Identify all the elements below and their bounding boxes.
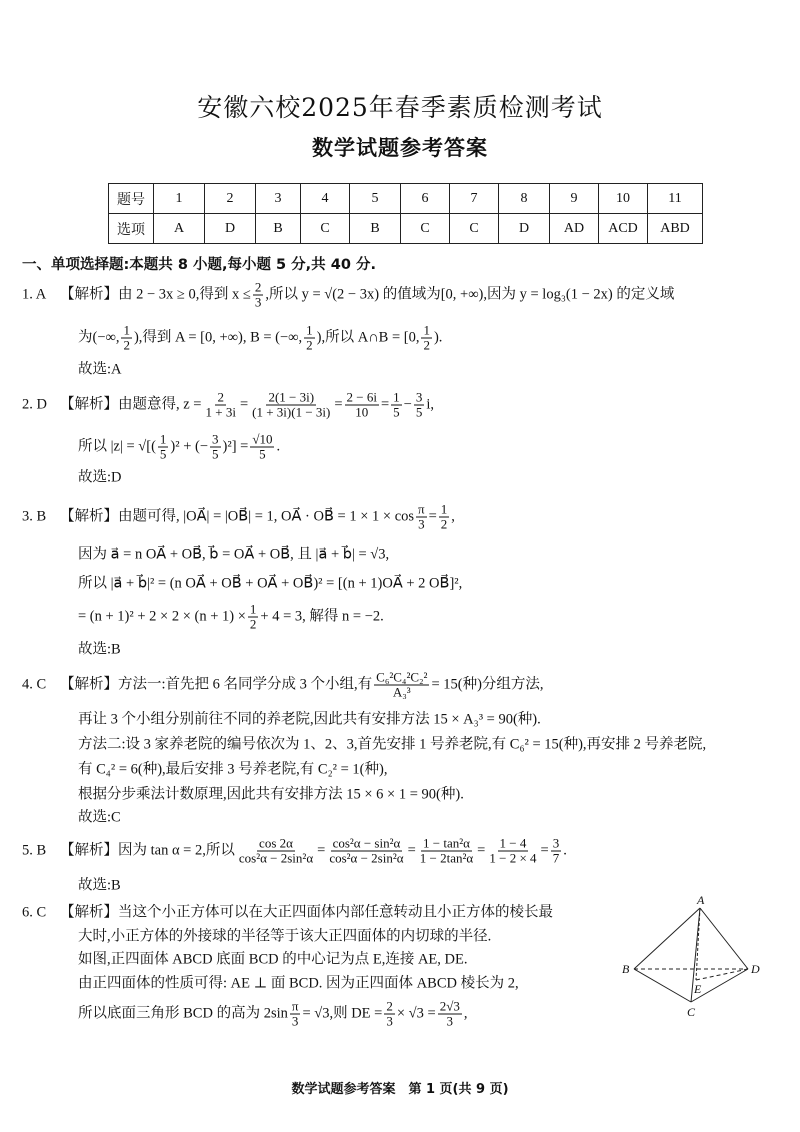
solution-line [78,547,389,564]
solution-line [78,737,706,754]
question-number-cell: 5 [350,184,401,214]
text-run: , [463,1005,468,1022]
solution-line [22,905,553,922]
question-number-cell: 4 [301,184,350,214]
answer-cell: C [450,214,499,244]
solution-line [22,671,544,700]
text-run: ,所以 y = √(2 − 3x) 的值域为[0, +∞),因为 y = log₃(1 − 2x) 的定义域 [265,286,675,303]
question-number-cell: 2 [205,184,256,214]
question-answer-label: 6. C [22,904,47,921]
fraction [327,837,405,866]
text-run: 故选:B [78,641,121,658]
denominator: 5 [393,404,400,420]
solution-line [78,952,468,969]
label-E: E [694,982,702,996]
denominator: 1 − 2tan²α [419,850,474,866]
answer-cell: ABD [648,214,703,244]
fraction [416,503,427,532]
answer-cell: ACD [599,214,648,244]
edge-AD [700,908,748,969]
solution-line [78,642,121,659]
edge-BC [634,969,691,1002]
text-run: 故选:A [78,361,122,378]
text-run: = 15(种)分组方法, [431,676,544,693]
answer-cell: B [256,214,301,244]
denominator: 1 + 3i [205,404,236,420]
text-run: = [317,842,326,859]
answer-cell: D [205,214,256,244]
text-run: 【解析】由题可得, |OA⃗| = |OB⃗| = 1, OA⃗ · OB⃗ = 1 × 1 × cos [60,508,415,525]
numerator: 3 [552,835,560,851]
question-number-cell: 6 [401,184,450,214]
solution-line [78,362,122,379]
denominator: 5 [159,446,167,462]
fraction [253,281,264,310]
text-run: 因为 a⃗ = n OA⃗ + OB⃗, b⃗ = OA⃗ + OB⃗, 且 |a⃗ + b⃗| = √3, [78,546,390,563]
fraction [250,433,274,462]
numerator: 1 − tan²α [423,835,470,851]
text-run: , [451,508,455,525]
numerator: 2(1 − 3i) [268,389,315,405]
solution-line [78,433,280,462]
fraction [374,671,429,700]
fraction [304,324,315,353]
denominator: (1 + 3i)(1 − 3i) [252,404,331,420]
numerator: π [291,998,299,1014]
answer-cell: C [401,214,450,244]
text-run: )² + (− [170,438,209,455]
text-run: 方法二:设 3 家养老院的编号依次为 1、2、3,首先安排 1 号养老院,有 C₆² = 15(种),再安排 2 号养老院, [78,736,707,753]
question-number-cell: 11 [648,184,703,214]
solution-line [22,503,455,532]
text-run: = [477,842,486,859]
question-number-cell: 7 [450,184,499,214]
text-run: 【解析】方法一:首先把 6 名同学分成 3 个小组,有 [60,676,373,693]
solution-line [78,603,384,632]
text-run: 为(−∞, [78,329,120,346]
text-run: − [403,396,412,413]
solution-line [22,281,674,310]
segment-DE [696,969,748,980]
label-C: C [687,1005,696,1019]
label-D: D [751,962,760,976]
text-run: ). [433,329,443,346]
text-run: = [239,396,249,413]
denominator: 3 [254,294,262,310]
numerator: 1 [249,601,257,617]
question-number-cell: 8 [499,184,550,214]
fraction [384,1000,395,1029]
numerator: 2 [217,389,224,405]
text-run: = (n + 1)² + 2 × 2 × (n + 1) × [78,608,246,625]
fraction [290,1000,301,1029]
text-run: . [276,438,281,455]
solution-line [78,762,387,779]
fraction [121,324,132,353]
text-run: = [407,842,416,859]
question-answer-label: 4. C [22,676,47,693]
answer-cell: C [301,214,350,244]
denominator: 1 − 2 × 4 [489,850,537,866]
denominator: 5 [212,446,219,462]
row-label: 选项 [109,214,154,244]
solution-line [22,837,567,866]
numerator: 1 [393,389,400,405]
denominator: 2 [440,516,448,532]
text-run: 如图,正四面体 ABCD 底面 BCD 的中心记为点 E,连接 AE, DE. [78,951,468,968]
fraction [414,391,425,420]
text-run: 【解析】由 2 − 3x ≥ 0,得到 x ≤ [60,286,251,303]
text-run: 由正四面体的性质可得: AE ⊥ 面 BCD. 因为正四面体 ABCD 棱长为 2, [78,975,519,992]
text-run: )²] = [222,438,249,455]
denominator: 3 [386,1013,393,1029]
solution-line [78,470,122,487]
text-run: 故选:D [78,469,122,486]
answer-table-answer-row [109,214,703,244]
page-footer: 数学试题参考答案 第 1 页(共 9 页) [291,1082,509,1097]
text-run: = [428,508,437,525]
text-run: 【解析】因为 tan α = 2,所以 [60,842,235,859]
answer-cell: B [350,214,401,244]
denominator: 2 [306,337,313,353]
text-run: i, [426,396,435,413]
denominator: 10 [355,404,369,420]
text-run: . [563,842,567,859]
question-answer-label: 2. D [22,396,47,413]
solution-line [78,324,442,353]
document-title: 安徽六校2025年春季素质检测考试 [197,93,603,122]
fraction [248,603,259,632]
denominator: 5 [259,446,266,462]
text-run: ),所以 A∩B = [0, [316,329,420,346]
solution-line [78,976,519,993]
fraction [204,391,238,420]
numerator: 3 [415,389,423,405]
section-heading: 一、单项选择题:本题共 8 小题,每小题 5 分,共 40 分. [22,257,376,273]
answer-cell: AD [550,214,599,244]
text-run: 所以 |a⃗ + b⃗|² = (n OA⃗ + OB⃗ + OA⃗ + OB⃗)² = [(n + 1)OA⃗ + 2 OB⃗]², [78,575,463,592]
text-run: = [334,396,343,413]
fraction [210,433,221,462]
solution-line [22,391,434,420]
denominator: 3 [446,1013,453,1029]
text-run: 故选:C [78,809,121,826]
numerator: 3 [212,431,219,447]
label-B: B [622,962,630,976]
numerator: 1 [123,322,130,338]
text-run: × √3 = [396,1005,436,1022]
text-run: ),得到 A = [0, +∞), B = (−∞, [133,329,303,346]
text-run: 有 C₄² = 6(种),最后安排 3 号养老院,有 C₂² = 1(种), [78,761,388,778]
solution-line [78,810,121,827]
denominator: 2 [123,337,130,353]
fraction [158,433,169,462]
numerator: 2√3 [439,998,460,1014]
solution-line [78,1000,467,1029]
fraction [391,391,402,420]
numerator: 2 − 6i [346,389,377,405]
question-answer-label: 3. B [22,508,47,525]
numerator: 1 [306,322,313,338]
numerator: 1 − 4 [499,835,527,851]
fraction [487,837,538,866]
text-run: 故选:B [78,877,121,894]
answer-cell: D [499,214,550,244]
row-label: 题号 [109,184,154,214]
denominator: 2 [423,337,430,353]
fraction [551,837,562,866]
denominator: A₃³ [392,684,411,700]
question-answer-label: 1. A [22,286,47,303]
solution-line [78,878,121,895]
solution-line [78,576,462,593]
answer-table-number-row [109,184,703,214]
document-subtitle: 数学试题参考答案 [312,136,488,160]
numerator: cos 2α [259,835,293,851]
question-answer-label: 5. B [22,842,47,859]
denominator: 2 [249,616,257,632]
text-run: = [540,842,549,859]
numerator: 1 [440,501,448,517]
answer-table [108,183,703,244]
denominator: 3 [418,516,425,532]
text-run: 大时,小正方体的外接球的半径等于该大正四面体的内切球的半径. [78,928,492,945]
fraction [421,324,432,353]
text-run: = √3,则 DE = [302,1005,383,1022]
question-number-cell: 3 [256,184,301,214]
question-number-cell: 10 [599,184,648,214]
numerator: π [418,501,425,517]
text-run: 所以 |z| = √[( [78,438,156,455]
denominator: cos²α − 2sin²α [329,850,404,866]
question-number-cell: 1 [154,184,205,214]
text-run: 所以底面三角形 BCD 的高为 2sin [78,1005,288,1022]
denominator: cos²α − 2sin²α [238,850,314,866]
numerator: 1 [423,322,430,338]
numerator: 1 [159,431,167,447]
solution-line [78,712,541,729]
denominator: 3 [291,1013,299,1029]
text-run: 【解析】由题意得, z = [60,396,202,413]
question-number-cell: 9 [550,184,599,214]
text-run: + 4 = 3, 解得 n = −2. [260,608,384,625]
denominator: 5 [415,404,423,420]
fraction [250,391,332,420]
text-run: = [380,396,390,413]
edge-AB [634,908,700,969]
answer-cell: A [154,214,205,244]
label-A: A [697,893,705,907]
solution-line [78,787,464,804]
fraction [345,391,379,420]
numerator: √10 [252,431,273,447]
solution-line [78,929,491,946]
denominator: 7 [552,850,560,866]
fraction [439,503,450,532]
tetrahedron-figure [610,890,780,1030]
text-run: 再让 3 个小组分别前往不同的养老院,因此共有安排方法 15 × A₃³ = 90(种). [78,711,541,728]
text-run: 根据分步乘法计数原理,因此共有安排方法 15 × 6 × 1 = 90(种). [78,786,464,803]
fraction [418,837,475,866]
numerator: 2 [254,279,262,295]
numerator: 2 [386,998,393,1014]
text-run: 【解析】当这个小正方体可以在大正四面体内部任意转动且小正方体的棱长最 [60,904,553,921]
numerator: C₆²C₄²C₂² [376,669,428,685]
numerator: cos²α − sin²α [332,835,401,851]
fraction [237,837,315,866]
fraction [438,1000,462,1029]
